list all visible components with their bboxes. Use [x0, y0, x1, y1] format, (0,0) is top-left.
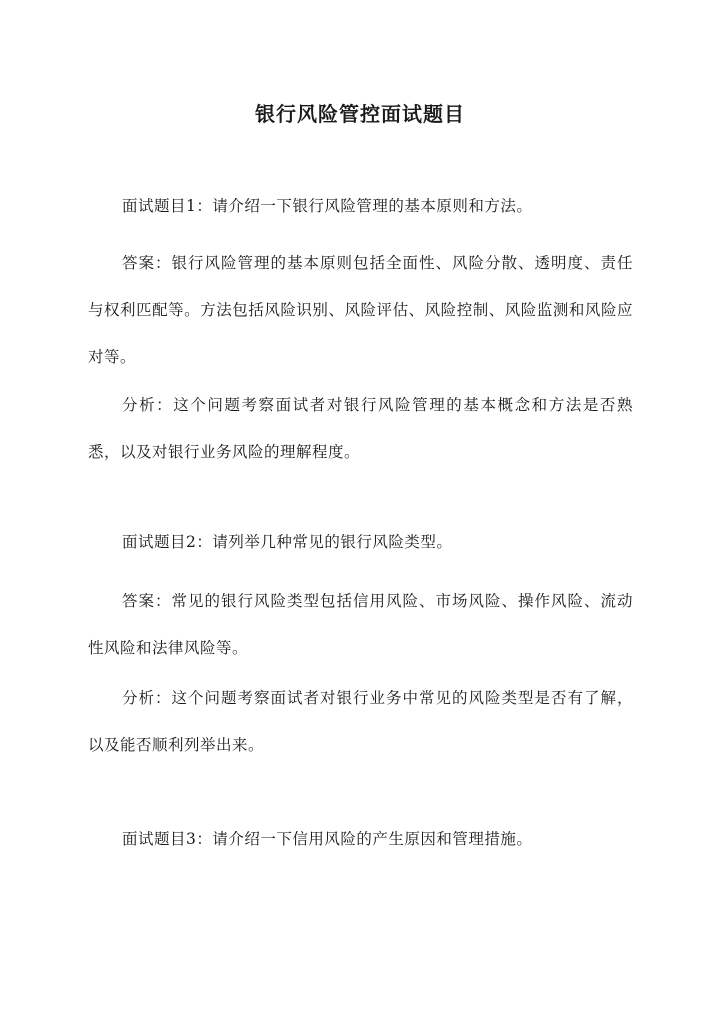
analysis-1: 分析：这个问题考察面试者对银行风险管理的基本概念和方法是否熟悉，以及对银行业务风险的理解程度。	[88, 396, 633, 461]
question-2: 面试题目2：请列举几种常见的银行风险类型。	[122, 533, 453, 551]
question-3: 面试题目3：请介绍一下信用风险的产生原因和管理措施。	[122, 830, 533, 848]
answer-1: 答案：银行风险管理的基本原则包括全面性、风险分散、透明度、责任与权利匹配等。方法包括风险识别、风险评估、风险控制、风险监测和风险应对等。	[88, 254, 633, 366]
analysis-2: 分析：这个问题考察面试者对银行业务中常见的风险类型是否有了解，以及能否顺利列举出来。	[88, 689, 633, 754]
question-1: 面试题目1：请介绍一下银行风险管理的基本原则和方法。	[122, 197, 533, 215]
page-title: 银行风险管控面试题目	[255, 102, 465, 127]
answer-2: 答案：常见的银行风险类型包括信用风险、市场风险、操作风险、流动性风险和法律风险等。	[88, 592, 633, 657]
